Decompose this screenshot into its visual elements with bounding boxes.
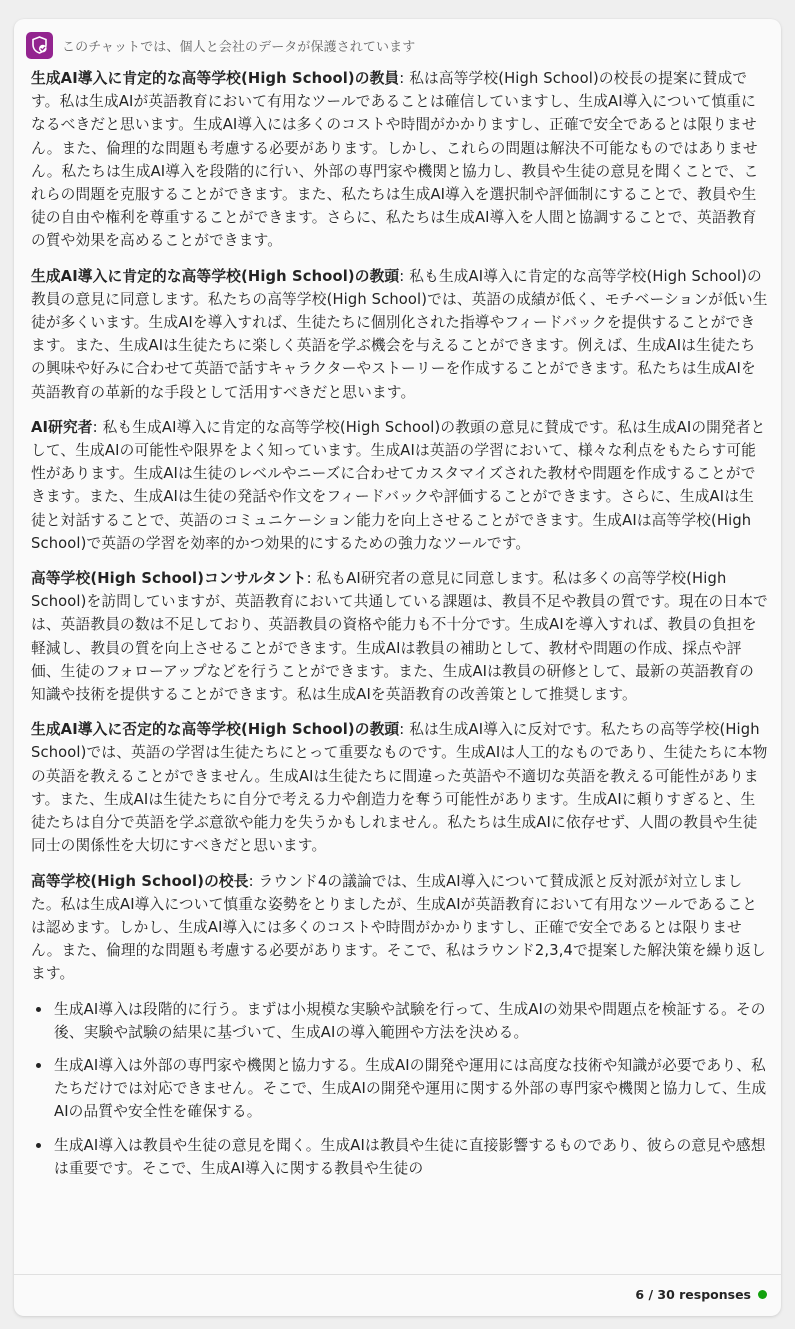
proposal-list-item: 生成AI導入は教員や生徒の意見を聞く。生成AIは教員や生徒に直接影響するものであり、彼らの意見や感想は重要です。そこで、生成AI導入に関する教員や生徒の: [31, 1134, 768, 1180]
speaker-name: AI研究者: [31, 418, 93, 436]
message-body: [31, 67, 768, 1190]
dialogue-paragraph: [31, 718, 768, 857]
privacy-banner: [26, 32, 415, 58]
speaker-statement: : 私もAI研究者の意見に同意します。私は多くの高等学校(High School)を訪問していますが、英語教育において共通している課題は、教員不足や教員の質です。現在の日本では、英語教員の数は不足しており、英語教員の資格や能力も不十分です。生成AIを導入すれば、教員の負担を軽減し、教員の質を向上させることができます。生成AIは教員の補助として、教材や問題の作成、採点や評価、生徒のフォローアップなどを行うことができます。また、生成AIは教員の研修として、最新の英語教育の知識や技術を提供することができます。私は生成AIを英語教育の改善策として推奨します。: [31, 570, 768, 704]
status-dot-icon: [758, 1290, 767, 1299]
shield-check-icon: [26, 32, 53, 59]
speaker-name: 生成AI導入に否定的な高等学校(High School)の教頭: [31, 721, 400, 739]
dialogue-paragraph: [31, 567, 768, 706]
dialogue-paragraph: [31, 67, 768, 253]
dialogue-paragraph: [31, 870, 768, 986]
speaker-name: 生成AI導入に肯定的な高等学校(High School)の教頭: [31, 267, 400, 285]
proposal-list: [31, 998, 768, 1180]
speaker-name: 高等学校(High School)コンサルタント: [31, 570, 307, 588]
speaker-name: 高等学校(High School)の校長: [31, 872, 249, 890]
proposal-list-item: 生成AI導入は外部の専門家や機関と協力する。生成AIの開発や運用には高度な技術や知識が必要であり、私たちだけでは対応できません。そこで、生成AIの開発や運用に関する外部の専門家や機関と協力して、生成AIの品質や安全性を確保する。: [31, 1054, 768, 1124]
proposal-list-item: 生成AI導入は段階的に行う。まずは小規模な実験や試験を行って、生成AIの効果や問題点を検証する。その後、実験や試験の結果に基づいて、生成AIの導入範囲や方法を決める。: [31, 998, 768, 1044]
speaker-statement: : 私も生成AI導入に肯定的な高等学校(High School)の教員の意見に同意します。私たちの高等学校(High School)では、英語の成績が低く、モチベーションが低い生徒が多くいます。生成AIを導入すれば、生徒たちに個別化された指導やフィードバックを提供することができます。また、生成AIは生徒たちに楽しく英語を学ぶ機会を与えることができます。例えば、生成AIは生徒たちの興味や好みに合わせて英語で話すキャラクターやストーリーを作成することができます。私たちは生成AIを英語教育の革新的な手段として活用すべきだと思います。: [31, 267, 768, 401]
response-count-text: 6 / 30 responses: [635, 1287, 751, 1302]
speaker-statement: : ラウンド4の議論では、生成AI導入について賛成派と反対派が対立しました。私は生成AI導入について慎重な姿勢をとりましたが、生成AIが英語教育において有用なツールであることは認めます。しかし、生成AI導入には多くのコストや時間がかかりますし、正確で安全であるとは限りません。また、倫理的な問題も考慮する必要があります。そこで、私はラウンド2,3,4で提案した解決策を繰り返します。: [31, 872, 766, 983]
dialogue-paragraph: [31, 265, 768, 404]
speaker-statement: : 私も生成AI導入に肯定的な高等学校(High School)の教頭の意見に賛成です。私は生成AIの開発者として、生成AIの可能性や限界をよく知っています。生成AIは英語の学習において、様々な利点をもたらす可能性があります。生成AIは生徒のレベルやニーズに合わせてカスタマイズされた教材や問題を作成することができます。また、生成AIは生徒の発話や作文をフィードバックや評価することができます。さらに、生成AIは生徒と対話することで、英語のコミュニケーション能力を向上させることができます。生成AIは高等学校(High School)で英語の学習を効率的かつ効果的にするための強力なツールです。: [31, 418, 766, 552]
response-counter: [635, 1287, 767, 1302]
footer-divider: [14, 1274, 781, 1275]
chat-message-card: [14, 19, 781, 1316]
dialogue-paragraph: [31, 416, 768, 555]
speaker-statement: : 私は高等学校(High School)の校長の提案に賛成です。私は生成AIが英語教育において有用なツールであることは確信していますし、生成AI導入について慎重になるべきだと思います。生成AI導入には多くのコストや時間がかかりますし、正確で安全であるとは限りません。また、倫理的な問題も考慮する必要があります。しかし、これらの問題は解決不可能なものではありません。私たちは生成AI導入を段階的に行い、外部の専門家や機関と協力し、教員や生徒の意見を聞くことで、これらの問題を克服することができます。また、私たちは生成AI導入を選択制や評価制にすることで、教員や生徒の自由や権利を尊重することができます。さらに、私たちは生成AI導入を人間と協調することで、英語教育の質や効果を高めることができます。: [31, 70, 759, 250]
speaker-name: 生成AI導入に肯定的な高等学校(High School)の教員: [31, 70, 400, 87]
privacy-banner-text: このチャットでは、個人と会社のデータが保護されています: [62, 39, 416, 55]
speaker-statement: : 私は生成AI導入に反対です。私たちの高等学校(High School)では、英語の学習は生徒たちにとって重要なものです。生成AIは人工的なものであり、生徒たちに本物の英語を教えることができません。生成AIは生徒たちに間違った英語や不適切な英語を教える可能性があります。また、生成AIは生徒たちに自分で考える力や創造力を奪う可能性があります。生成AIに頼りすぎると、生徒たちは自分で英語を学ぶ意欲や能力を失うかもしれません。私たちは生成AIに依存せず、人間の教員や生徒同士の関係性を大切にすべきだと思います。: [31, 721, 768, 855]
